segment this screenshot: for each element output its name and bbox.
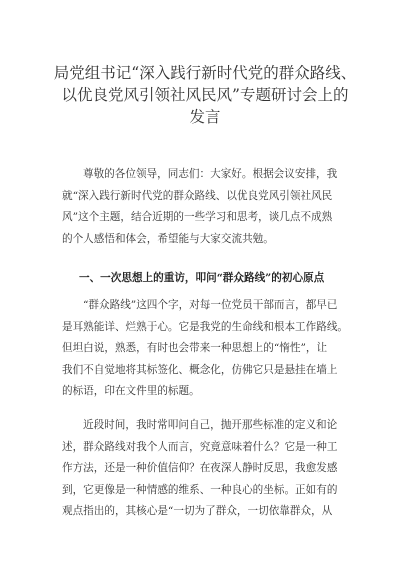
paragraph-greeting	[62, 164, 352, 250]
paragraph-line: “群众路线”这四个字，对每一位党员干部而言，都早已	[83, 299, 338, 311]
title-line: 局党组书记“深入践行新时代党的群众路线、	[53, 64, 357, 82]
paragraph-line: 风”这个主题，结合近期的一些学习和思考，谈几点不成熟	[62, 211, 333, 223]
section-heading: 一、一次思想上的重访，叩问“群众路线”的初心原点	[79, 272, 325, 284]
paragraph-line: 的标语，印在文件里的标题。	[62, 385, 200, 397]
paragraph-line: 述，群众路线对我个人而言，究竟意味着什么？它是一种工	[62, 440, 338, 453]
paragraph-line: 我们不自觉地将其标签化、概念化，仿佛它只是悬挂在墙上	[62, 363, 338, 376]
title-line: 以优良党风引领社风民风”专题研讨会上的	[61, 86, 349, 104]
paragraph-line: 但坦白说，熟悉，有时也会带来一种思想上的“惰性”，让	[62, 342, 328, 354]
paragraph-line: 就“深入践行新时代党的群众路线、以优良党风引领社风民	[62, 189, 333, 202]
paragraph-mass-line	[62, 295, 352, 403]
paragraph-line: 观点指出的，其核心是“一切为了群众，一切依靠群众，从	[62, 505, 333, 517]
paragraph-line: 尊敬的各位领导，同志们：大家好。根据会议安排，我	[83, 168, 338, 180]
paragraph-line: 作方法，还是一种价值信仰？在夜深人静时反思，我愈发感	[62, 462, 338, 474]
paragraph-line: 的个人感悟和体会，希望能与大家交流共勉。	[62, 232, 274, 245]
document-title	[40, 62, 370, 128]
title-line: 发言	[189, 108, 221, 126]
paragraph-line: 到，它更像是一种情感的维系、一种良心的坐标。正如有的	[62, 483, 338, 496]
paragraph-line: 近段时间，我时常叩问自己，抛开那些标准的定义和论	[83, 419, 338, 431]
paragraph-reflection	[62, 415, 352, 523]
paragraph-line: 是耳熟能详、烂熟于心。它是我党的生命线和根本工作路线。	[62, 320, 349, 333]
